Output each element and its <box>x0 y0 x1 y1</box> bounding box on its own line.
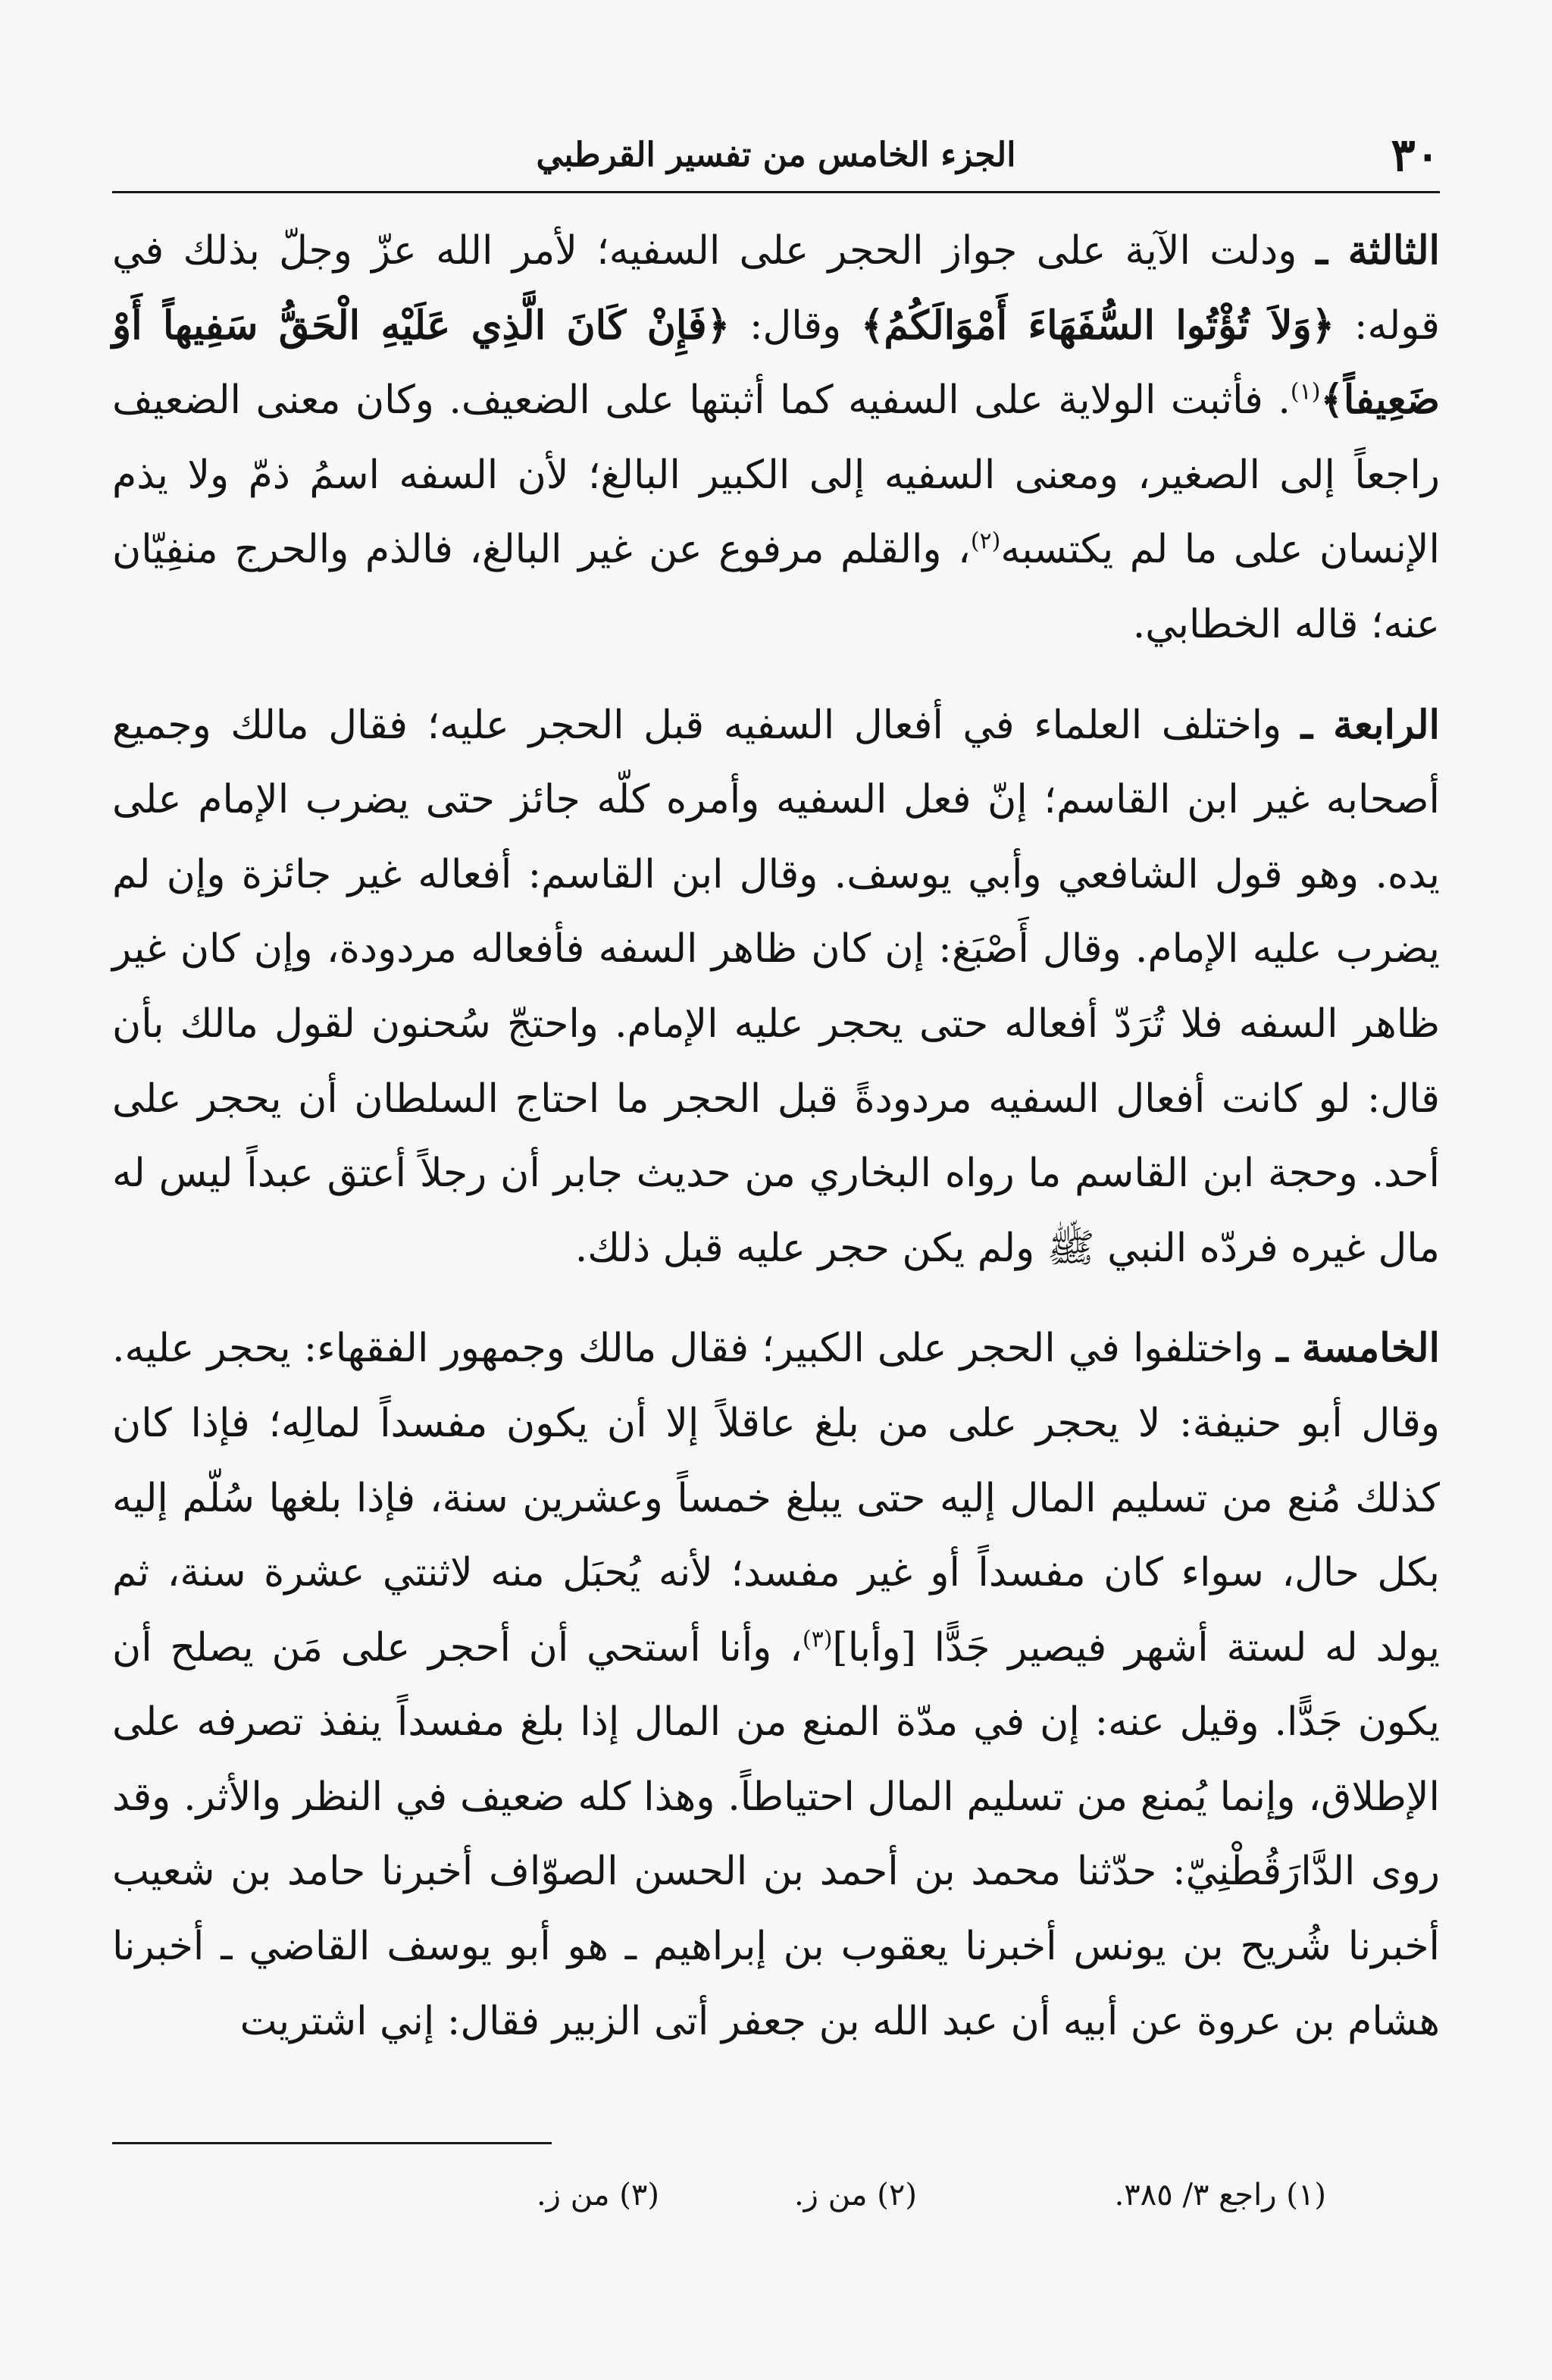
quran-verse: ﴿فَإِنْ كَانَ الَّذِي عَلَيْهِ الْحَقُّ سَفِيهاً أَوْ ضَعِيفاً﴾ <box>112 302 1440 424</box>
paragraph-text: واختلف العلماء في أفعال السفيه قبل الحجر عليه؛ فقال مالك وجميع أصحابه غير ابن القاسم؛ إنّ فعل السفيه وأمره كلّه جائز حتى يضرب الإمام على يده. وهو قول الشافعي وأبي يوسف. وقال ابن القاسم: أفعاله غير جائزة وإن لم يضرب عليه الإمام. وقال أَصْبَغ: إن كان ظاهر السفه فأفعاله مردودة، وإن كان غير ظاهر السفه فلا تُرَدّ أفعاله حتى يحجر عليه الإمام. واحتجّ سُحنون لقول مالك بأن قال: لو كانت أفعال السفيه مردودةً قبل الحجر ما احتاج السلطان أن يحجر على أحد. وحجة ابن القاسم ما رواه البخاري من حديث جابر أن رجلاً أعتق عبداً ليس له مال غيره فردّه النبي ﷺ ولم يكن حجر عليه قبل ذلك. <box>112 702 1440 1271</box>
paragraph-lead: الرابعة ـ <box>1300 701 1440 748</box>
paragraph-third <box>112 214 1440 662</box>
paragraph-lead: الخامسة ـ <box>1276 1325 1440 1372</box>
header-rule <box>112 191 1440 193</box>
paragraph-fourth <box>112 688 1440 1286</box>
paragraph-text: واختلفوا في الحجر على الكبير؛ فقال مالك وجمهور الفقهاء: يحجر عليه. وقال أبو حنيفة: لا يحجر على من بلغ عاقلاً إلا أن يكون مفسداً لمالِه؛ فإذا كان كذلك مُنع من تسليم المال إليه حتى يبلغ خمساً وعشرين سنة، فإذا بلغها سُلّم إليه بكل حال، سواء كان مفسداً أو غير مفسد؛ لأنه يُحبَل منه لاثنتي عشرة سنة، ثم يولد له لستة أشهر فيصير جَدًّا [وأبا] <box>112 1326 1441 1671</box>
paragraph-text: ، وأنا أستحي أن أحجر على مَن يصلح أن يكون جَدًّا. وقيل عنه: إن في مدّة المنع من المال إذا بلغ مفسداً ينفذ تصرفه على الإطلاق، وإنما يُمنع من تسليم المال احتياطاً. وهذا كله ضعيف في النظر والأثر. وقد روى الدَّارَقُطْنِيّ: حدّثنا محمد بن أحمد بن الحسن الصوّاف أخبرنا حامد بن شعيب أخبرنا شُريح بن يونس أخبرنا يعقوب بن إبراهيم ـ هو أبو يوسف القاضي ـ أخبرنا هشام بن عروة عن أبيه أن عبد الله بن جعفر أتى الزبير فقال: إني اشتريت <box>112 1624 1440 2044</box>
footnote-1: (١) راجع ٣/ ٣٨٥. <box>1114 2178 1326 2212</box>
paragraph-text: . فأثبت الولاية على السفيه كما أثبتها على الضعيف. وكان معنى الضعيف راجعاً إلى الصغير، ومعنى السفيه إلى الكبير البالغ؛ لأن السفه اسمُ ذمّ ولا يذم الإنسان على ما لم يكتسبه <box>112 377 1440 573</box>
paragraph-lead: الثالثة ـ <box>1316 227 1440 274</box>
quran-verse: ﴿وَلاَ تُؤْتُوا السُّفَهَاءَ أَمْوَالَكُمُ﴾ <box>860 302 1335 349</box>
footnote-3: (٣) من ز. <box>536 2178 659 2212</box>
footnotes <box>112 2165 1440 2225</box>
paragraph-text: ودلت الآية على جواز الحجر على السفيه؛ لأمر الله عزّ وجلّ بذلك في قوله: <box>112 228 1440 349</box>
footnote-ref: (٣) <box>802 1626 833 1653</box>
footnote-2: (٢) من ز. <box>793 2178 917 2212</box>
footnote-ref: (٢) <box>970 528 1001 556</box>
footnote-ref: (١) <box>1290 378 1321 406</box>
paragraph-text: ، والقلم مرفوع عن غير البالغ، فالذم والحرج منفِيّان عنه؛ قاله الخطابي. <box>112 527 1440 647</box>
page-number: ٣٠ <box>1391 129 1440 182</box>
running-title: الجزء الخامس من تفسير القرطبي <box>536 136 1016 174</box>
page-header <box>112 121 1440 189</box>
paragraph-fifth <box>112 1311 1440 2059</box>
paragraph-text: وقال: <box>730 302 861 349</box>
footnote-rule <box>112 2142 552 2144</box>
page-body <box>112 214 1440 2084</box>
